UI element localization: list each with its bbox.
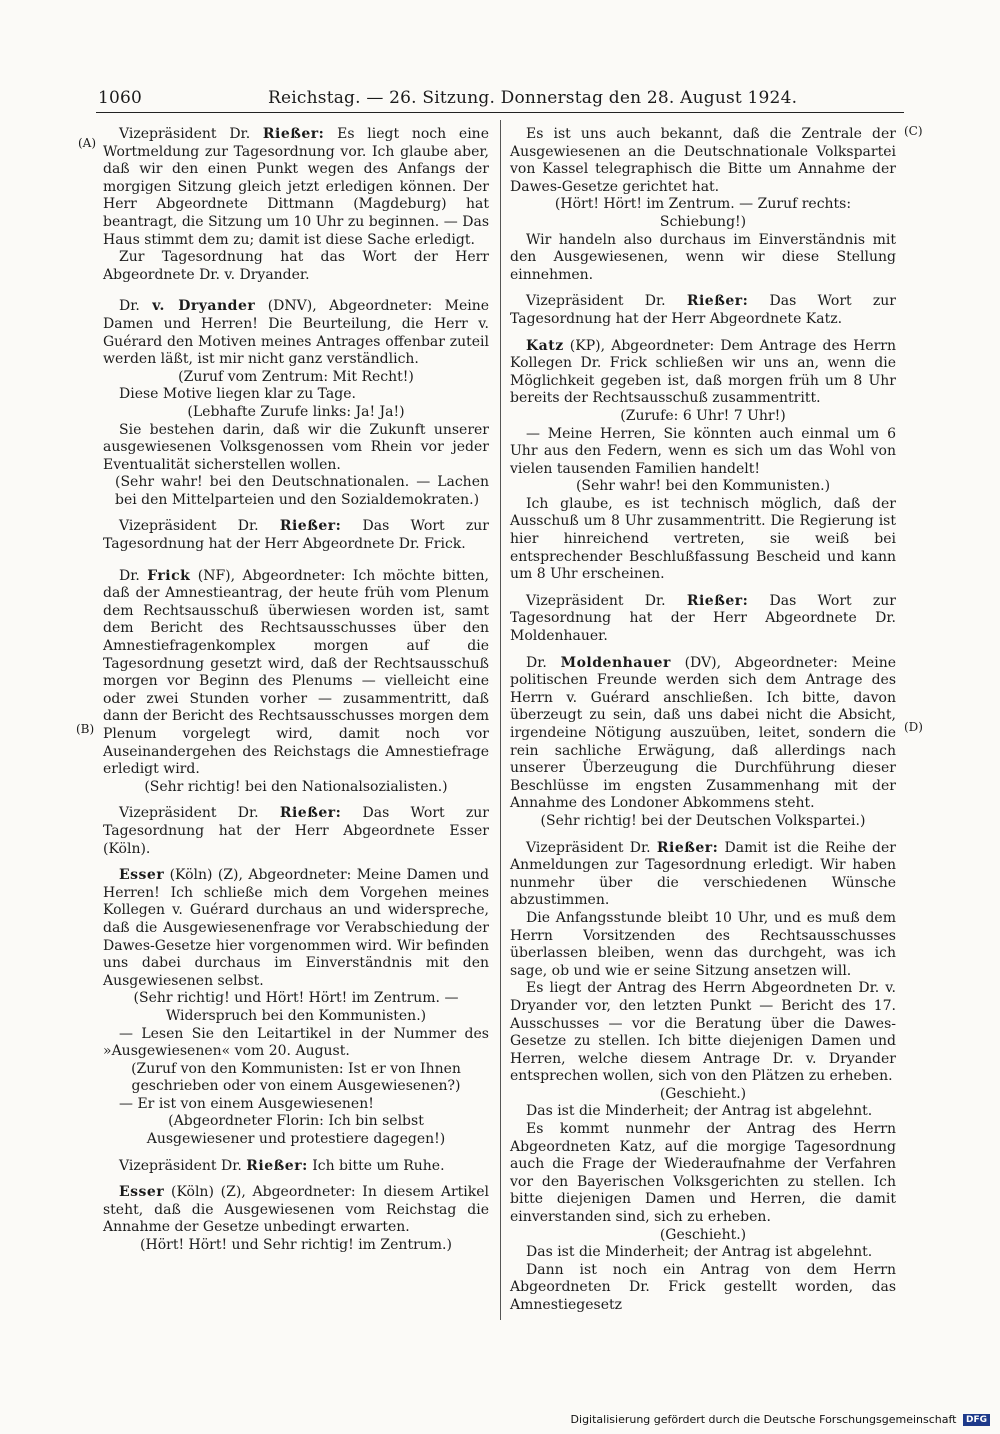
interjection: (Zuruf vom Zentrum: Mit Recht!): [178, 368, 414, 385]
speech-paragraph: Vizepräsident Dr. Rießer: Das Wort zur Tagesordnung hat der Herr Abgeordnete Dr. Moldenhauer.: [510, 592, 896, 645]
speech-paragraph: Dr. Moldenhauer (DV), Abgeordneter: Meine politischen Freunde werden sich dem Antrage des Herrn v. Guérard anschließen. Ich bitte, davon überzeugt zu sein, daß uns dabei nicht die Absicht, irgendeine Nötigung auszuüben, leitet, sondern die rein sachliche Erwägung, daß allerdings nach unserer Überzeugung die Durchführung dieser Beschlüsse im engsten Zusammenhang mit der Annahme des Londoner Abkommens steht.: [510, 654, 896, 812]
speaker-name: Rießer:: [656, 839, 719, 856]
speech-paragraph: Esser (Köln) (Z), Abgeordneter: In diesem Artikel steht, daß die Ausgewiesenen vom Reichstag die Annahme der Gesetze unbedingt erwarten.: [103, 1184, 489, 1236]
interjection: (Sehr richtig! und Hört! Hört! im Zentrum. — Widerspruch bei den Kommunisten.): [133, 990, 459, 1024]
speaker-name: Rießer:: [262, 126, 325, 142]
left-column: [103, 126, 489, 1255]
speech-paragraph: — Lesen Sie den Leitartikel in der Nummer des »Ausgewiesenen« vom 20. August.: [103, 1025, 489, 1060]
speech-paragraph: Es liegt der Antrag des Herrn Abgeordneten Dr. v. Dryander vor, den letzten Punkt — Bericht des 17. Ausschusses — vor die Beratung über die Dawes-Gesetze zu stellen. Ich bitte diejenigen Damen und Herren, welche diesem Antrage Dr. v. Dryander entsprechen wollen, sich von den Plätzen zu erheben.: [510, 980, 896, 1085]
speech-paragraph: — Er ist von einem Ausgewiesenen!: [119, 1095, 374, 1112]
speech-paragraph: Die Anfangsstunde bleibt 10 Uhr, und es muß dem Herrn Vorsitzenden des Rechtsausschusses überlassen bleiben, wenn das durchgeht, was ich sage, ob und wie er seine Sitzung ansetzen will.: [510, 909, 896, 979]
speech-paragraph: Das ist die Minderheit; der Antrag ist abgelehnt.: [526, 1244, 873, 1261]
speaker-name: Katz: [526, 337, 564, 354]
dfg-logo: DFG: [963, 1414, 990, 1426]
digitization-credit: [571, 1413, 990, 1426]
speech-paragraph: Dr. v. Dryander (DNV), Abgeordneter: Meine Damen und Herren! Die Beurteilung, die Herr v. Guérard den Motiven meines Antrages offenbar zuteil werden läßt, ist mir nicht ganz verständlich.: [103, 298, 490, 368]
speech-paragraph: Sie bestehen darin, daß wir die Zukunft unserer ausgewiesenen Volksgenossen vom Rhein vor jeder Eventualität sicherstellen wollen.: [103, 421, 489, 473]
running-title: Reichstag. — 26. Sitzung. Donnerstag den 28. August 1924.: [268, 88, 798, 108]
speaker-name: v. Dryander: [152, 298, 256, 315]
speech-paragraph: Katz (KP), Abgeordneter: Dem Antrage des Herrn Kollegen Dr. Frick schließen wir uns an, wenn die Möglichkeit gegeben ist, daß morgen früh um 8 Uhr bereits der Rechtsausschuß zusammentritt.: [510, 337, 896, 407]
speaker-name: Moldenhauer: [560, 654, 671, 671]
interjection: (Sehr richtig! bei den Nationalsozialisten.): [144, 778, 448, 795]
right-column: [510, 126, 896, 1315]
interjection: (Sehr wahr! bei den Kommunisten.): [575, 478, 831, 495]
interjection: (Hört! Hört! im Zentrum. — Zuruf rechts: Schiebung!): [554, 196, 852, 230]
interjection: (Sehr richtig! bei der Deutschen Volkspartei.): [540, 812, 866, 829]
speaker-name: Rießer:: [279, 805, 342, 822]
speech-paragraph: Vizepräsident Dr. Rießer: Ich bitte um Ruhe.: [119, 1157, 445, 1174]
column-divider: [500, 120, 501, 1320]
interjection: (Abgeordneter Florin: Ich bin selbst Ausgewiesener und protestiere dagegen!): [146, 1113, 446, 1148]
margin-mark-b: (B): [76, 722, 95, 736]
interjection: (Sehr wahr! bei den Deutschnationalen. — Lachen bei den Mittelparteien und den Sozialdemokraten.): [115, 474, 489, 508]
speaker-name: Esser: [119, 1184, 165, 1201]
speech-paragraph: Diese Motive liegen klar zu Tage.: [119, 386, 356, 403]
speech-paragraph: Das ist die Minderheit; der Antrag ist abgelehnt.: [526, 1103, 873, 1120]
interjection: (Geschieht.): [659, 1085, 747, 1102]
interjection: (Hört! Hört! und Sehr richtig! im Zentrum.): [140, 1237, 452, 1254]
margin-mark-c: (C): [904, 124, 923, 138]
speech-paragraph: Dann ist noch ein Antrag von dem Herrn Abgeordneten Dr. Frick gestellt worden, das Amnestiegesetz: [510, 1261, 896, 1313]
speech-paragraph: Vizepräsident Dr. Rießer: Das Wort zur Tagesordnung hat der Herr Abgeordnete Dr. Frick.: [103, 518, 489, 553]
speaker-name: Rießer:: [686, 293, 749, 310]
speech-paragraph: Wir handeln also durchaus im Einverständnis mit den Ausgewiesenen, wenn wir diese Stellung einnehmen.: [510, 231, 896, 283]
speech-paragraph: Zur Tagesordnung hat das Wort der Herr Abgeordnete Dr. v. Dryander.: [103, 249, 489, 283]
speech-paragraph: Vizepräsident Dr. Rießer: Damit ist die Reihe der Anmeldungen zur Tagesordnung erledigt. Wir haben nunmehr über die verschiedenen Wünsche abzustimmen.: [510, 839, 896, 909]
speaker-name: Rießer:: [686, 592, 749, 609]
interjection: (Zurufe: 6 Uhr! 7 Uhr!): [620, 407, 786, 424]
interjection: (Zuruf von den Kommunisten: Ist er von Ihnen geschrieben oder von einem Ausgewiesenen?): [131, 1060, 461, 1095]
page-number: 1060: [98, 88, 143, 108]
margin-mark-d: (D): [904, 720, 923, 734]
interjection: (Lebhafte Zurufe links: Ja! Ja!): [187, 403, 405, 420]
speaker-name: Rießer:: [279, 518, 342, 535]
speaker-name: Esser: [119, 867, 165, 884]
margin-mark-a: (A): [78, 136, 97, 150]
header-rule: [96, 112, 904, 113]
page-header: [98, 88, 920, 110]
speech-paragraph: Es kommt nunmehr der Antrag des Herrn Abgeordneten Katz, auf die morgige Tagesordnung auch die Frage der Wiederaufnahme der Verfahren vor den Bayerischen Volksgerichten zu stellen. Ich bitte diejenigen Damen und Herren, die damit einverstanden sind, sich zu erheben.: [510, 1121, 896, 1226]
speech-paragraph: Vizepräsident Dr. Rießer: Das Wort zur Tagesordnung hat der Herr Abgeordnete Esser (Köln).: [103, 805, 489, 857]
speech-paragraph: Es ist uns auch bekannt, daß die Zentrale der Ausgewiesenen an die Deutschnationale Volkspartei von Kassel telegraphisch die Bitte um Annahme der Dawes-Gesetze gerichtet hat.: [510, 126, 896, 195]
speech-paragraph: Dr. Frick (NF), Abgeordneter: Ich möchte bitten, daß der Amnestieantrag, der heute früh vom Plenum dem Rechtsausschuß überwiesen worden ist, samt dem Bericht des Rechtsausschusses über den Amnestiefragenkomplex morgen auf die Tagesordnung gesetzt wird, daß der Rechtsausschuß morgen vor Beginn des Plenums — vielleicht eine oder zwei Stunden vorher — zusammentritt, daß dann der Bericht des Rechtsausschusses morgen dem Plenum vorgelegt wird, damit noch vor Auseinandergehen des Reichstags die Amnestiefrage erledigt wird.: [103, 567, 490, 778]
interjection: (Geschieht.): [659, 1226, 747, 1243]
speaker-name: Rießer:: [246, 1157, 308, 1174]
speech-paragraph: Vizepräsident Dr. Rießer: Es liegt noch eine Wortmeldung zur Tagesordnung vor. Ich glaube aber, daß wir den einen Punkt wegen des Anfangs der morgigen Sitzung gleich jetzt erledigen können. Der Herr Abgeordnete Dittmann (Magdeburg) hat beantragt, die Sitzung um 10 Uhr zu beginnen. — Das Haus stimmt dem zu; damit ist diese Sache erledigt.: [103, 126, 489, 248]
speech-paragraph: Vizepräsident Dr. Rießer: Das Wort zur Tagesordnung hat der Herr Abgeordnete Katz.: [510, 293, 896, 327]
speech-paragraph: — Meine Herren, Sie könnten auch einmal um 6 Uhr aus den Federn, wenn es sich um das Wohl von vielen tausenden Familien handelt!: [510, 425, 896, 477]
credit-text: Digitalisierung gefördert durch die Deutsche Forschungsgemeinschaft: [570, 1413, 957, 1426]
speech-paragraph: Esser (Köln) (Z), Abgeordneter: Meine Damen und Herren! Ich schließe mich dem Vorgehen meines Kollegen v. Guérard durchaus an und widerspreche, daß die Ausgewiesenenfrage vor Verabschiedung der Dawes-Gesetze hier vorgenommen wird. Wir befinden uns dabei durchaus im Einverständnis mit den Ausgewiesenen selbst.: [103, 867, 489, 989]
speaker-name: Frick: [147, 567, 191, 584]
speech-paragraph: Ich glaube, es ist technisch möglich, daß der Ausschuß um 8 Uhr zusammentritt. Die Regierung ist hier hinreichend vertreten, sie weiß bei entsprechender Beschlußfassung Bescheid und kann um 8 Uhr erscheinen.: [510, 495, 896, 583]
